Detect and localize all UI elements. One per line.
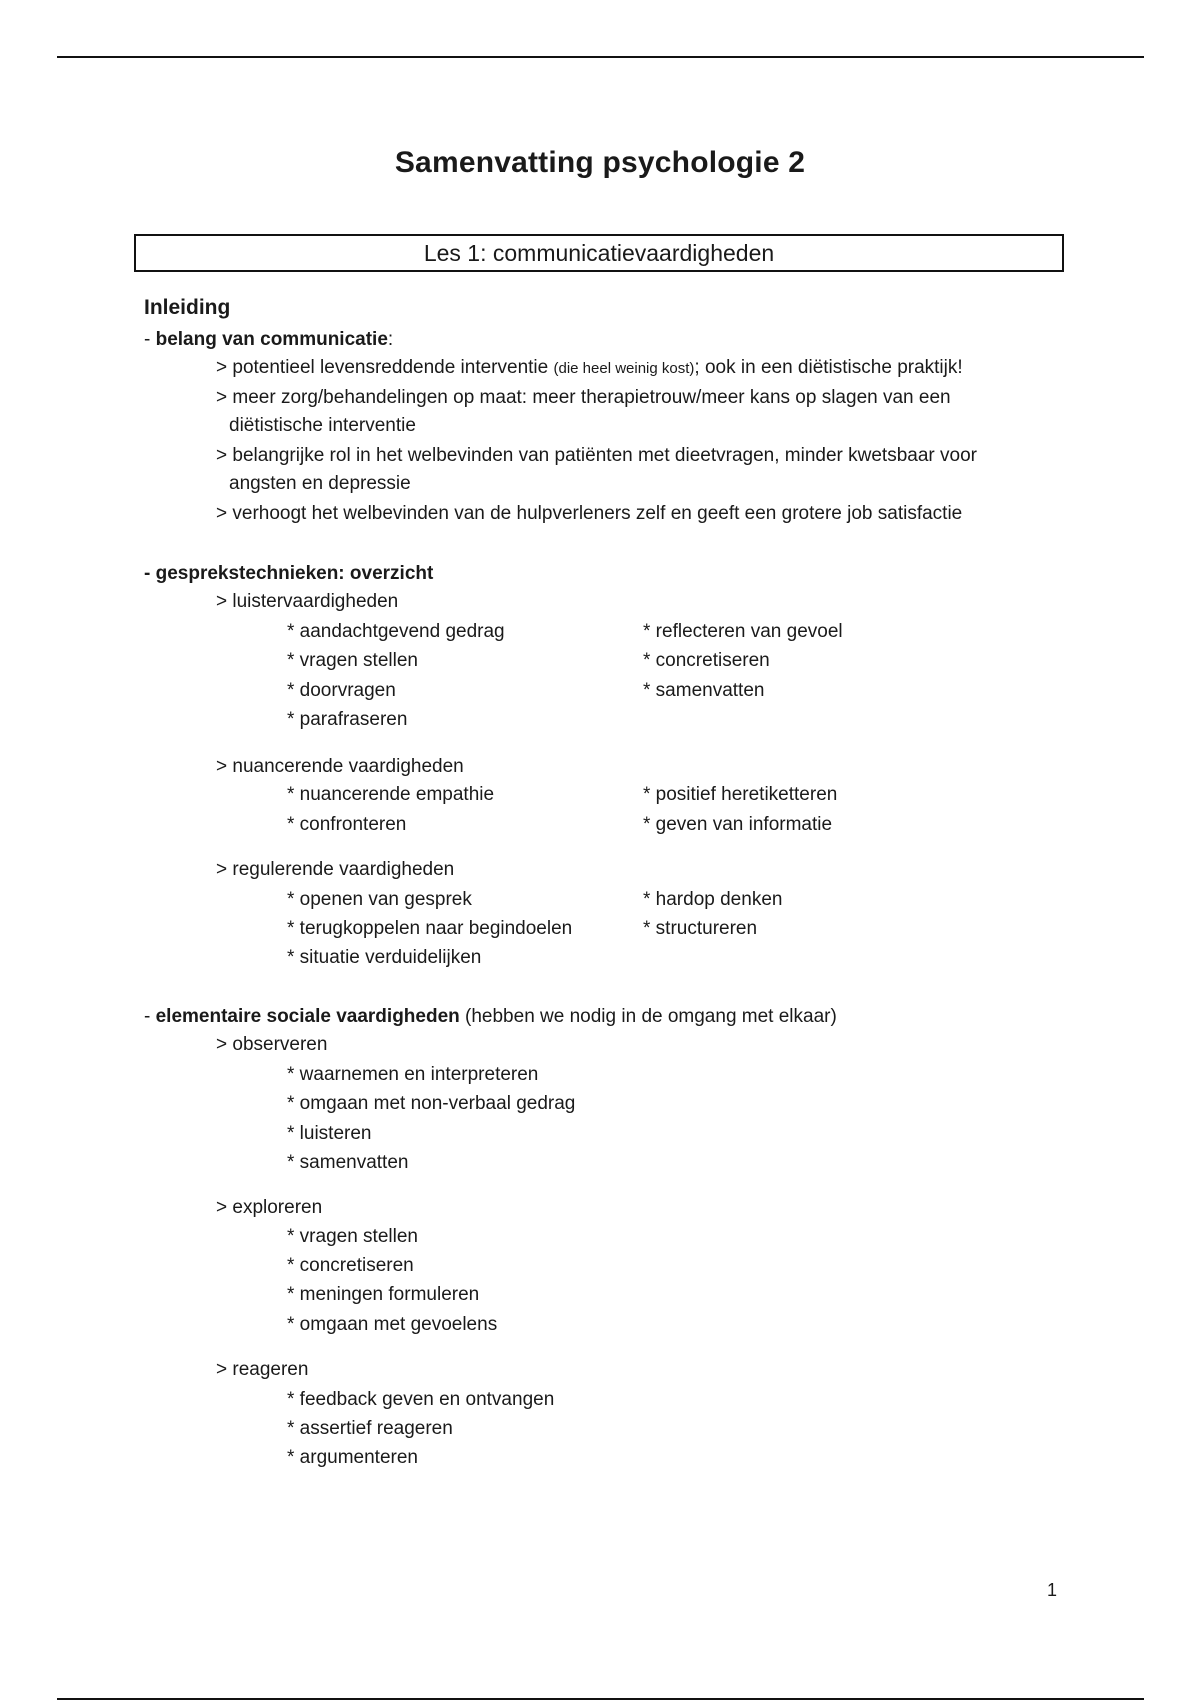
group-label: > nuancerende vaardigheden	[216, 756, 464, 777]
list-item: * positief heretiketteren	[643, 784, 838, 805]
list-item: * vragen stellen	[287, 1226, 418, 1247]
list-item: * argumenteren	[287, 1447, 418, 1468]
list-item-continuation: angsten en depressie	[229, 473, 411, 494]
list-item: * geven van informatie	[643, 814, 833, 835]
list-item: * samenvatten	[287, 1152, 409, 1173]
list-item: * doorvragen	[287, 680, 396, 701]
list-item: > verhoogt het welbevinden van de hulpverleners zelf en geeft een grotere job satisfactie	[216, 503, 963, 524]
list-item: * samenvatten	[643, 680, 765, 701]
list-item: * vragen stellen	[287, 650, 418, 671]
gesprek-heading: - gesprekstechnieken: overzicht	[144, 563, 434, 584]
list-item: * meningen formuleren	[287, 1284, 480, 1305]
list-item: * structureren	[643, 918, 758, 939]
list-item: * reflecteren van gevoel	[643, 621, 843, 642]
list-item: * openen van gesprek	[287, 889, 472, 910]
header-rule	[57, 56, 1144, 58]
list-item: * parafraseren	[287, 709, 408, 730]
list-item: * concretiseren	[287, 1255, 414, 1276]
group-label: > observeren	[216, 1034, 328, 1055]
group-label: > luistervaardigheden	[216, 591, 399, 612]
document-title: Samenvatting psychologie 2	[394, 146, 806, 179]
page-number: 1	[1047, 1580, 1058, 1600]
sociaal-heading: - elementaire sociale vaardigheden (hebben we nodig in de omgang met elkaar)	[144, 1006, 837, 1027]
list-item: > belangrijke rol in het welbevinden van patiënten met dieetvragen, minder kwetsbaar voor	[216, 445, 977, 466]
list-item: * concretiseren	[643, 650, 770, 671]
list-item: * omgaan met non-verbaal gedrag	[287, 1093, 576, 1114]
list-item: * situatie verduidelijken	[287, 947, 482, 968]
lesson-heading-box: Les 1: communicatievaardigheden	[134, 234, 1064, 272]
list-item: * terugkoppelen naar begindoelen	[287, 918, 573, 939]
list-item: * feedback geven en ontvangen	[287, 1389, 555, 1410]
list-item: * nuancerende empathie	[287, 784, 495, 805]
intro-heading: Inleiding	[144, 296, 231, 319]
list-item: > potentieel levensreddende interventie (die heel weinig kost); ook in een diëtistische praktijk!	[216, 357, 963, 378]
belang-heading: - belang van communicatie:	[144, 329, 394, 350]
list-item: * aandachtgevend gedrag	[287, 621, 505, 642]
list-item: * hardop denken	[643, 889, 783, 910]
group-label: > regulerende vaardigheden	[216, 859, 455, 880]
group-label: > exploreren	[216, 1197, 323, 1218]
list-item: * omgaan met gevoelens	[287, 1314, 498, 1335]
list-item-continuation: diëtistische interventie	[229, 415, 416, 436]
group-label: > reageren	[216, 1359, 309, 1380]
list-item: * luisteren	[287, 1123, 372, 1144]
list-item: * confronteren	[287, 814, 407, 835]
list-item: * assertief reageren	[287, 1418, 453, 1439]
list-item: > meer zorg/behandelingen op maat: meer therapietrouw/meer kans op slagen van een	[216, 387, 951, 408]
list-item: * waarnemen en interpreteren	[287, 1064, 539, 1085]
